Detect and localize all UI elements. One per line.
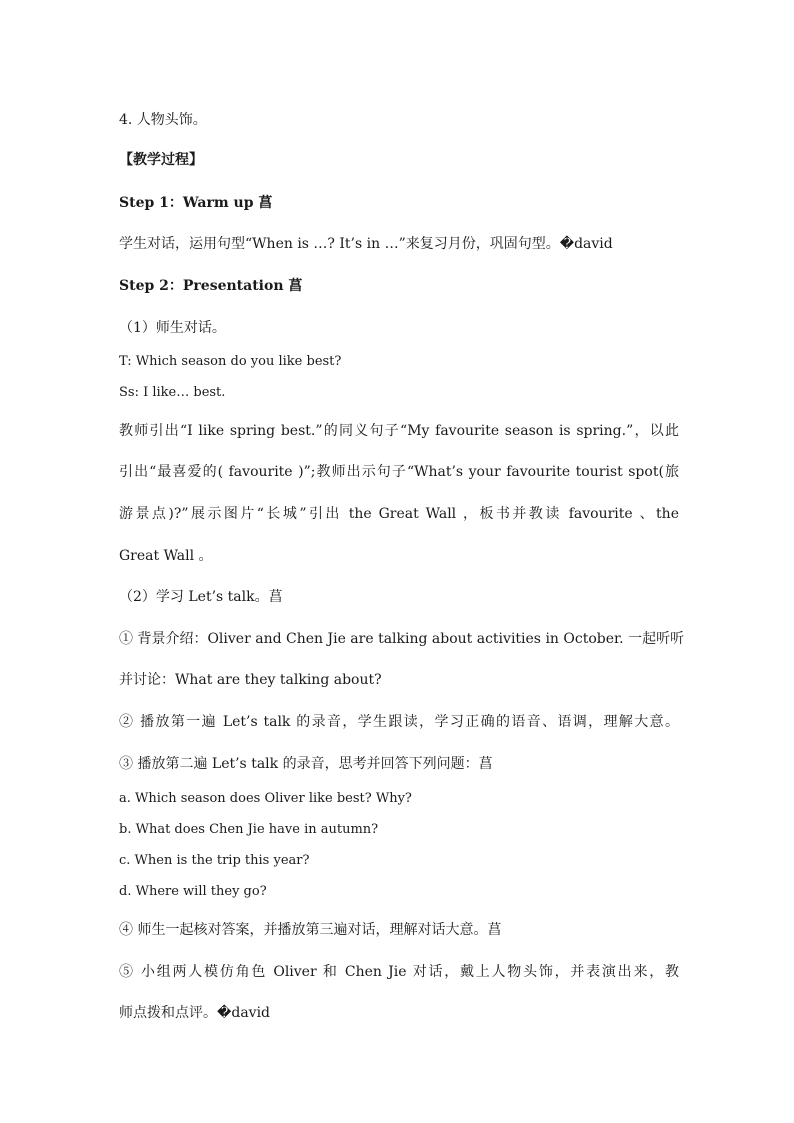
item-1-line-2: 并讨论：What are they talking about? [119,672,382,688]
step-2-heading: Step 2：Presentation 菖 [119,278,303,294]
question-c: c. When is the trip this year? [119,853,310,868]
question-a: a. Which season does Oliver like best? Why? [119,791,412,806]
step-1-text: 学生对话，运用句型“When is …? It’s in …”来复习月份，巩固句型。�david [119,236,613,252]
material-item-4: 4. 人物头饰。 [119,112,207,128]
paragraph-line-2: 引出“最喜爱的( favourite )”;教师出示句子“What’s your favourite tourist spot(旅 [119,464,679,480]
question-d: d. Where will they go? [119,884,267,899]
item-2: ② 播放第一遍 Let’s talk 的录音，学生跟读，学习正确的语音、语调，理解大意。 [119,714,679,730]
substep-1-heading: （1）师生对话。 [119,320,226,336]
dialogue-teacher-line: T: Which season do you like best? [119,354,342,369]
substep-2-heading: （2）学习 Let’s talk。菖 [119,589,283,605]
item-3: ③ 播放第二遍 Let’s talk 的录音，思考并回答下列问题：菖 [119,756,493,772]
step-1-heading: Step 1：Warm up 菖 [119,195,273,211]
paragraph-line-1: 教师引出“I like spring best.”的同义句子“My favourite season is spring.”，以此 [119,423,679,439]
section-heading-teaching-process: 【教学过程】 [119,152,203,168]
item-1-line-1: ① 背景介绍：Oliver and Chen Jie are talking about activities in October. 一起听听 [119,631,685,647]
item-4: ④ 师生一起核对答案，并播放第三遍对话，理解对话大意。菖 [119,922,502,938]
paragraph-line-3: 游景点)?”展示图片“长城”引出 the Great Wall ，板书并教读 favourite 、the [119,506,679,522]
dialogue-students-line: Ss: I like… best. [119,385,226,400]
item-5-line-1: ⑤ 小组两人模仿角色 Oliver 和 Chen Jie 对话，戴上人物头饰，并表演出来，教 [119,964,679,980]
item-5-line-2: 师点拨和点评。�david [119,1005,271,1021]
paragraph-line-4: Great Wall 。 [119,548,213,564]
question-b: b. What does Chen Jie have in autumn? [119,822,379,837]
